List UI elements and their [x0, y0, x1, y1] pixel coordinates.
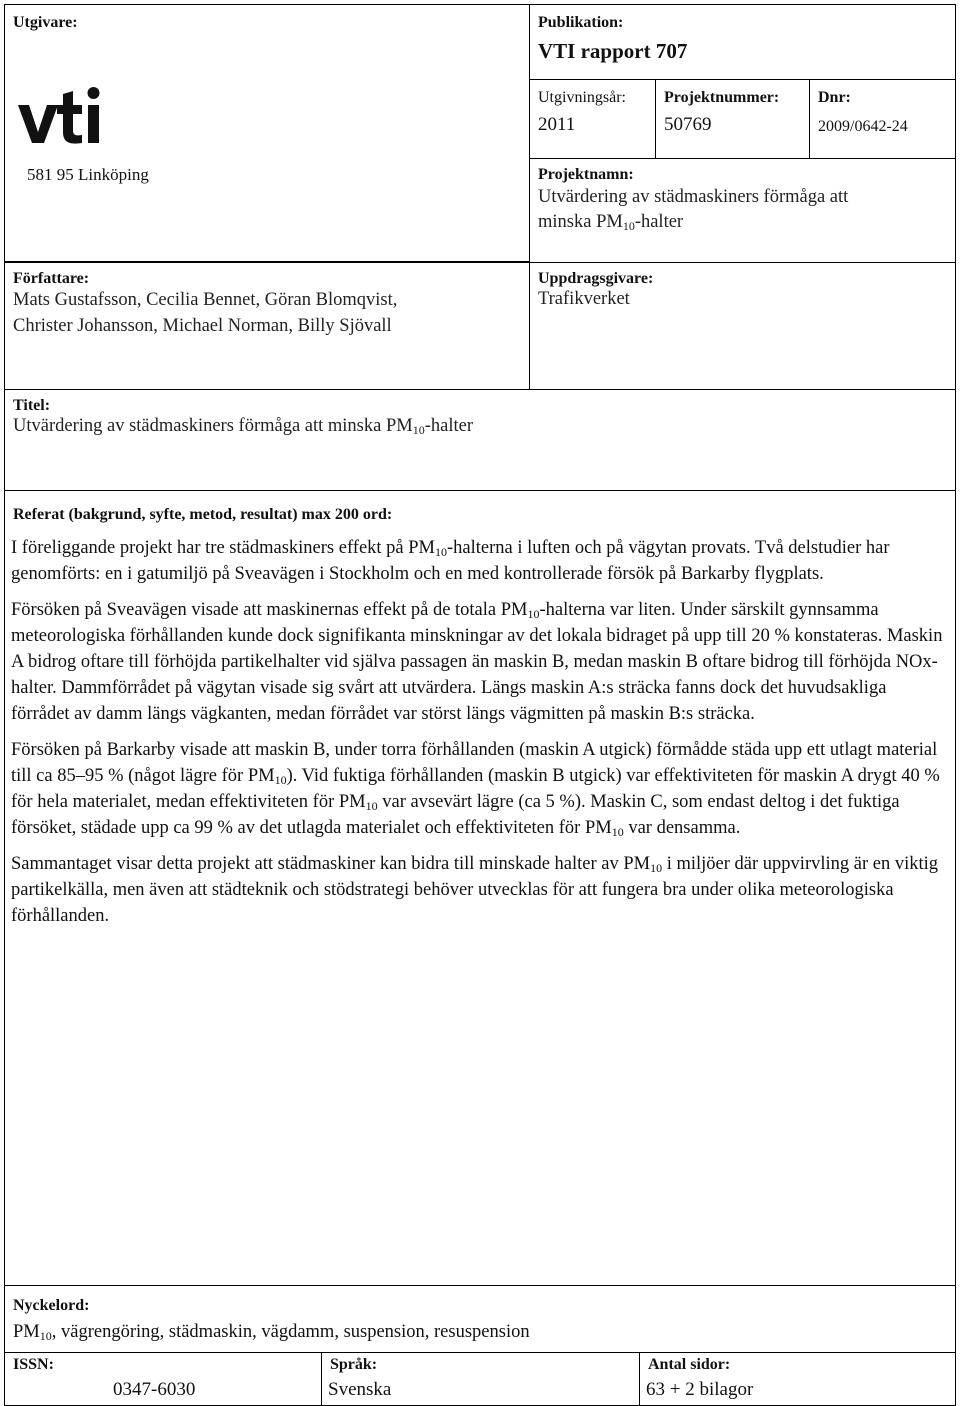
project-number-box — [655, 79, 810, 159]
abstract-paragraph-4: Sammantaget visar detta projekt att städmaskiner kan bidra till minskade halter av $PM_{10}$ i miljöer där uppvirvling är en viktig partikelkälla, men även att städteknik och stödstrategi behöver utvecklas för att fungera bra under olika meteorologiska förhållanden. — [11, 854, 939, 926]
vti-logo — [17, 85, 109, 149]
project-name-value — [538, 185, 947, 235]
issn-label: ISSN: — [13, 1356, 54, 1373]
client-box — [529, 262, 956, 390]
dnr-value: 2009/0642-24 — [818, 118, 908, 135]
title-box — [4, 389, 956, 491]
language-label: Språk: — [330, 1356, 378, 1373]
publication-box — [529, 4, 956, 80]
project-name-line2: minska $PM_{10}$-halter — [538, 212, 684, 233]
publisher-address: 581 95 Linköping — [27, 165, 149, 184]
publication-title: VTI rapport 707 — [538, 39, 688, 63]
dnr-box — [809, 79, 956, 159]
abstract-label: Referat (bakgrund, syfte, metod, resultat) max 200 ord: — [13, 506, 393, 523]
client-value: Trafikverket — [538, 289, 630, 309]
project-name-box — [529, 158, 956, 263]
year-label: Utgivningsår: — [538, 89, 626, 106]
keywords-box — [4, 1285, 956, 1353]
project-number-label: Projektnummer: — [664, 89, 780, 106]
client-label: Uppdragsgivare: — [538, 270, 654, 287]
pages-label: Antal sidor: — [648, 1356, 731, 1373]
year-value: 2011 — [538, 114, 576, 135]
authors-value — [13, 287, 521, 339]
keywords-value: $PM_{10}$, vägrengöring, städmaskin, vägdamm, suspension, resuspension — [13, 1322, 530, 1343]
abstract-box — [4, 490, 956, 1286]
year-box — [529, 79, 656, 159]
authors-box — [4, 262, 530, 390]
issn-value: 0347-6030 — [113, 1379, 196, 1400]
language-value: Svenska — [328, 1379, 392, 1400]
authors-line2: Christer Johansson, Michael Norman, Billy Sjövall — [13, 316, 392, 336]
pages-value: 63 + 2 bilagor — [646, 1379, 754, 1400]
language-box — [321, 1352, 640, 1406]
abstract-paragraph-2: Försöken på Sveavägen visade att maskinernas effekt på de totala $PM_{10}$-halterna var liten. Under särskilt gynnsamma meteorologiska förhållanden kunde dock signifikanta minskningar av det lokala bidraget på upp till 20 % konstateras. Maskin A bidrog oftare till förhöjda partikelhalter vid själva passagen än maskin B, medan maskin B oftare bidrog till förhöjda NOx-halter. Dammförrådet på vägytan visade sig svårt att utvärdera. Längs maskin A:s sträcka fanns dock det huvudsakliga förrådet av damm längs vägkanten, medan förrådet var störst längs vägmitten på maskin B:s sträcka. — [11, 600, 943, 724]
project-name-label: Projektnamn: — [538, 166, 634, 183]
authors-label: Författare: — [13, 270, 90, 287]
project-number-value: 50769 — [664, 114, 712, 135]
abstract-paragraph-3: Försöken på Barkarby visade att maskin B, under torra förhållanden (maskin A utgick) förmådde städa upp ett utlagt material till ca 85–95 % (något lägre för $PM_{10}$). Vid fuktiga förhållanden (maskin B utgick) var effektiviteten för maskin A drygt 40 % för hela materialet, medan effektiviteten för $PM_{10}$ var avsevärt lägre (ca 5 %). Maskin C, som endast deltog i det fuktiga försöket, städade upp ca 99 % av det utlagda materialet och effektiviteten för $PM_{10}$ var densamma. — [11, 740, 940, 839]
publication-label: Publikation: — [538, 14, 624, 31]
keywords-label: Nyckelord: — [13, 1297, 90, 1314]
publisher-label: Utgivare: — [13, 14, 78, 31]
dnr-label: Dnr: — [818, 89, 851, 106]
title-label: Titel: — [13, 397, 51, 414]
issn-box — [4, 1352, 322, 1406]
pages-box — [639, 1352, 956, 1406]
abstract-body — [11, 535, 949, 939]
abstract-paragraph-1: I föreliggande projekt har tre städmaskiners effekt på $PM_{10}$-halterna i luften och på vägytan provats. Två delstudier har genomförts: en i gatumiljö på Sveavägen i Stockholm och en med kontrollerade försök på Barkarby flygplats. — [11, 538, 890, 584]
project-name-line1: Utvärdering av städmaskiners förmåga att — [538, 187, 849, 207]
authors-line1: Mats Gustafsson, Cecilia Bennet, Göran Blomqvist, — [13, 290, 398, 310]
publisher-box — [4, 4, 530, 262]
title-value: Utvärdering av städmaskiners förmåga att minska $PM_{10}$-halter — [13, 416, 473, 437]
